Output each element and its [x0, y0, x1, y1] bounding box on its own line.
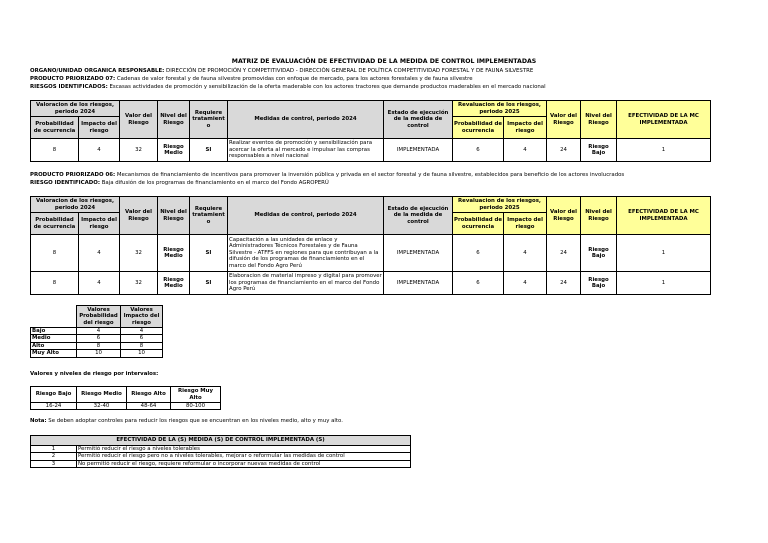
cell-prob: 8 — [31, 272, 79, 295]
header-nivel: Nivel del Riesgo — [158, 101, 190, 139]
valores-prob: 8 — [77, 342, 121, 349]
efectividad-text: Permitió reducir el riesgo a niveles tolerables — [77, 446, 411, 453]
cell-prob-2025: 6 — [453, 235, 504, 272]
valores-label: Medio — [31, 335, 77, 342]
header-prob-2025: Probabilidad de ocurrencia — [453, 213, 504, 235]
cell-nivel-2025: Riesgo Bajo — [581, 235, 617, 272]
cell-nivel-2025: Riesgo Bajo — [581, 139, 617, 162]
valores-label: Bajo — [31, 328, 77, 335]
cell-efectividad: 1 — [617, 235, 711, 272]
table-row — [31, 446, 411, 453]
product-07-line — [30, 76, 473, 83]
note-line — [30, 418, 343, 425]
cell-prob-2025: 6 — [453, 272, 504, 295]
intervalo-val-muy-alto: 80-100 — [171, 403, 221, 410]
table-row — [31, 350, 163, 357]
cell-nivel: Riesgo Medio — [158, 139, 190, 162]
cell-nivel-2025: Riesgo Bajo — [581, 272, 617, 295]
cell-impacto-2025: 4 — [504, 139, 547, 162]
efectividad-number: 2 — [31, 453, 77, 460]
product-07-value: Cadenas de valor forestal y de fauna silvestre promovidas con enfoque de mercado, para los actores forestales y de fauna silvestre — [115, 76, 473, 82]
risk-table-2 — [30, 196, 711, 295]
cell-impacto-2025: 4 — [504, 272, 547, 295]
header-prob: Probabilidad de ocurrencia — [31, 117, 79, 139]
cell-medida: Elaboracion de material impreso y digital para promover los programas de financiamiento en el marco del Fondo Agro Perú — [228, 272, 384, 295]
cell-medida: Capacitación a las unidades de enlace y Administradores Técnicos Forestales y de Fauna Silvestre - ATFFS en regiones para que contribuyan a la difusión de los programas de financiamiento en el marco del Fondo Agro Perú — [228, 235, 384, 272]
valores-label: Alto — [31, 342, 77, 349]
risks-07-line — [30, 84, 546, 91]
header-valor: Valor del Riesgo — [120, 101, 158, 139]
cell-prob-2025: 6 — [453, 139, 504, 162]
cell-prob: 8 — [31, 139, 79, 162]
valores-header-impacto: Valores Impacto del riesgo — [121, 306, 163, 328]
efectividad-table — [30, 435, 411, 468]
cell-impacto: 4 — [79, 235, 120, 272]
cell-requiere: SI — [190, 272, 228, 295]
efectividad-number: 1 — [31, 446, 77, 453]
risk-06-line — [30, 180, 329, 187]
header-impacto: Impacto del riesgo — [79, 213, 120, 235]
cell-estado: IMPLEMENTADA — [384, 272, 453, 295]
risk-06-value: Baja difusión de los programas de financiamiento en el marco del Fondo AGROPERÚ — [100, 180, 329, 186]
header-prob-2025: Probabilidad de ocurrencia — [453, 117, 504, 139]
intervalo-head-muy-alto: Riesgo Muy Alto — [171, 387, 221, 403]
valores-prob: 6 — [77, 335, 121, 342]
intervalos-heading: Valores y niveles de riesgo por intervalos: — [30, 371, 159, 377]
cell-nivel: Riesgo Medio — [158, 235, 190, 272]
page-title: MATRIZ DE EVALUACIÓN DE EFECTIVIDAD DE LA MEDIDA DE CONTROL IMPLEMENTADAS — [231, 58, 537, 65]
table-row — [31, 460, 411, 467]
header-requiere: Requiere tratamient o — [190, 101, 228, 139]
header-estado: Estado de ejecución de la medida de control — [384, 197, 453, 235]
intervalo-val-alto: 48-64 — [127, 403, 171, 410]
header-estado: Estado de ejecución de la medida de control — [384, 101, 453, 139]
intervalo-val-medio: 32-40 — [77, 403, 127, 410]
header-nivel-2025: Nivel del Riesgo — [581, 197, 617, 235]
cell-prob: 8 — [31, 235, 79, 272]
header-revaluacion: Revaluacion de los riesgos, periodo 2025 — [453, 101, 547, 117]
risk-table-1 — [30, 100, 711, 162]
efectividad-heading: EFECTIVIDAD DE LA (S) MEDIDA (S) DE CONTROL IMPLEMENTADA (S) — [31, 436, 411, 446]
cell-valor-2025: 24 — [547, 272, 581, 295]
valores-table — [30, 305, 163, 358]
header-revaluacion: Revaluacion de los riesgos, periodo 2025 — [453, 197, 547, 213]
cell-valor: 32 — [120, 272, 158, 295]
org-label: ORGANO/UNIDAD ORGANICA RESPONSABLE: — [30, 68, 165, 74]
product-06-value: Mecanismos de financiamiento de incentivos para promover la inversión pública y privada en el sector forestal y de fauna silvestre, establecidos para beneficio de los actores involucrados — [115, 172, 625, 178]
cell-efectividad: 1 — [617, 139, 711, 162]
valores-prob: 10 — [77, 350, 121, 357]
cell-impacto-2025: 4 — [504, 235, 547, 272]
risks-07-label: RIESGOS IDENTIFICADOS: — [30, 84, 108, 90]
valores-header-prob: Valores Probabilidad del riesgo — [77, 306, 121, 328]
header-nivel-2025: Nivel del Riesgo — [581, 101, 617, 139]
cell-estado: IMPLEMENTADA — [384, 235, 453, 272]
cell-requiere: SI — [190, 139, 228, 162]
valores-impacto: 6 — [121, 335, 163, 342]
header-efectividad: EFECTIVIDAD DE LA MC IMPLEMENTADA — [617, 197, 711, 235]
cell-impacto: 4 — [79, 139, 120, 162]
table-row — [31, 272, 711, 295]
valores-label: Muy Alto — [31, 350, 77, 357]
org-value: DIRECCIÓN DE PROMOCIÓN Y COMPETITIVIDAD - DIRECCIÓN GENERAL DE POLÍTICA COMPETITIVIDAD FORESTAL Y DE FAUNA SILVESTRE — [164, 68, 534, 74]
header-impacto-2025: Impacto del riesgo — [504, 213, 547, 235]
header-valor: Valor del Riesgo — [120, 197, 158, 235]
cell-estado: IMPLEMENTADA — [384, 139, 453, 162]
header-prob: Probabilidad de ocurrencia — [31, 213, 79, 235]
table-row — [31, 235, 711, 272]
table-row — [31, 139, 711, 162]
header-nivel: Nivel del Riesgo — [158, 197, 190, 235]
header-impacto: Impacto del riesgo — [79, 117, 120, 139]
header-impacto-2025: Impacto del riesgo — [504, 117, 547, 139]
table-row — [31, 342, 163, 349]
product-07-label: PRODUCTO PRIORIZADO 07: — [30, 76, 116, 82]
product-06-label: PRODUCTO PRIORIZADO 06: — [30, 172, 116, 178]
intervalo-head-alto: Riesgo Alto — [127, 387, 171, 403]
valores-impacto: 8 — [121, 342, 163, 349]
header-medidas: Medidas de control, periodo 2024 — [228, 197, 384, 235]
intervalo-head-bajo: Riesgo Bajo — [31, 387, 77, 403]
intervalos-table — [30, 386, 221, 410]
cell-requiere: SI — [190, 235, 228, 272]
efectividad-text: No permitió reducir el riesgo, requiere reformular o incorporar nuevas medidas de control — [77, 460, 411, 467]
org-line — [30, 68, 533, 75]
table-row — [31, 335, 163, 342]
cell-valor: 32 — [120, 235, 158, 272]
product-06-line — [30, 172, 624, 179]
cell-valor-2025: 24 — [547, 139, 581, 162]
header-medidas: Medidas de control, periodo 2024 — [228, 101, 384, 139]
header-valoracion: Valoracion de los riesgos, periodo 2024 — [31, 101, 120, 117]
intervalo-head-medio: Riesgo Medio — [77, 387, 127, 403]
valores-prob: 4 — [77, 328, 121, 335]
cell-valor: 32 — [120, 139, 158, 162]
header-valor-2025: Valor del Riesgo — [547, 101, 581, 139]
efectividad-text: Permitió reducir el riesgo pero no a niveles tolerables, mejorar o reformular las medidas de control — [77, 453, 411, 460]
valores-corner — [31, 306, 77, 328]
table-row — [31, 453, 411, 460]
note-value: Se deben adoptar controles para reducir los riesgos que se encuentran en los niveles medio, alto y muy alto. — [46, 418, 343, 424]
intervalo-val-bajo: 16-24 — [31, 403, 77, 410]
header-valoracion: Valoracion de los riesgos, periodo 2024 — [31, 197, 120, 213]
header-efectividad: EFECTIVIDAD DE LA MC IMPLEMENTADA — [617, 101, 711, 139]
risk-06-label: RIESGO IDENTIFICADO: — [30, 180, 100, 186]
cell-valor-2025: 24 — [547, 235, 581, 272]
valores-impacto: 4 — [121, 328, 163, 335]
risks-07-value: Escasas actividades de promoción y sensibilización de la oferta maderable con los actores tractores que demande productos maderables en el mercado nacional — [107, 84, 546, 90]
header-requiere: Requiere tratamient o — [190, 197, 228, 235]
cell-impacto: 4 — [79, 272, 120, 295]
header-valor-2025: Valor del Riesgo — [547, 197, 581, 235]
cell-nivel: Riesgo Medio — [158, 272, 190, 295]
efectividad-number: 3 — [31, 460, 77, 467]
note-label: Nota: — [30, 418, 47, 424]
valores-impacto: 10 — [121, 350, 163, 357]
cell-medida: Realizar eventos de promoción y sensibilización para acercar la oferta al mercado e impulsar las compras responsables a nivel nacional — [228, 139, 384, 162]
table-row — [31, 328, 163, 335]
cell-efectividad: 1 — [617, 272, 711, 295]
